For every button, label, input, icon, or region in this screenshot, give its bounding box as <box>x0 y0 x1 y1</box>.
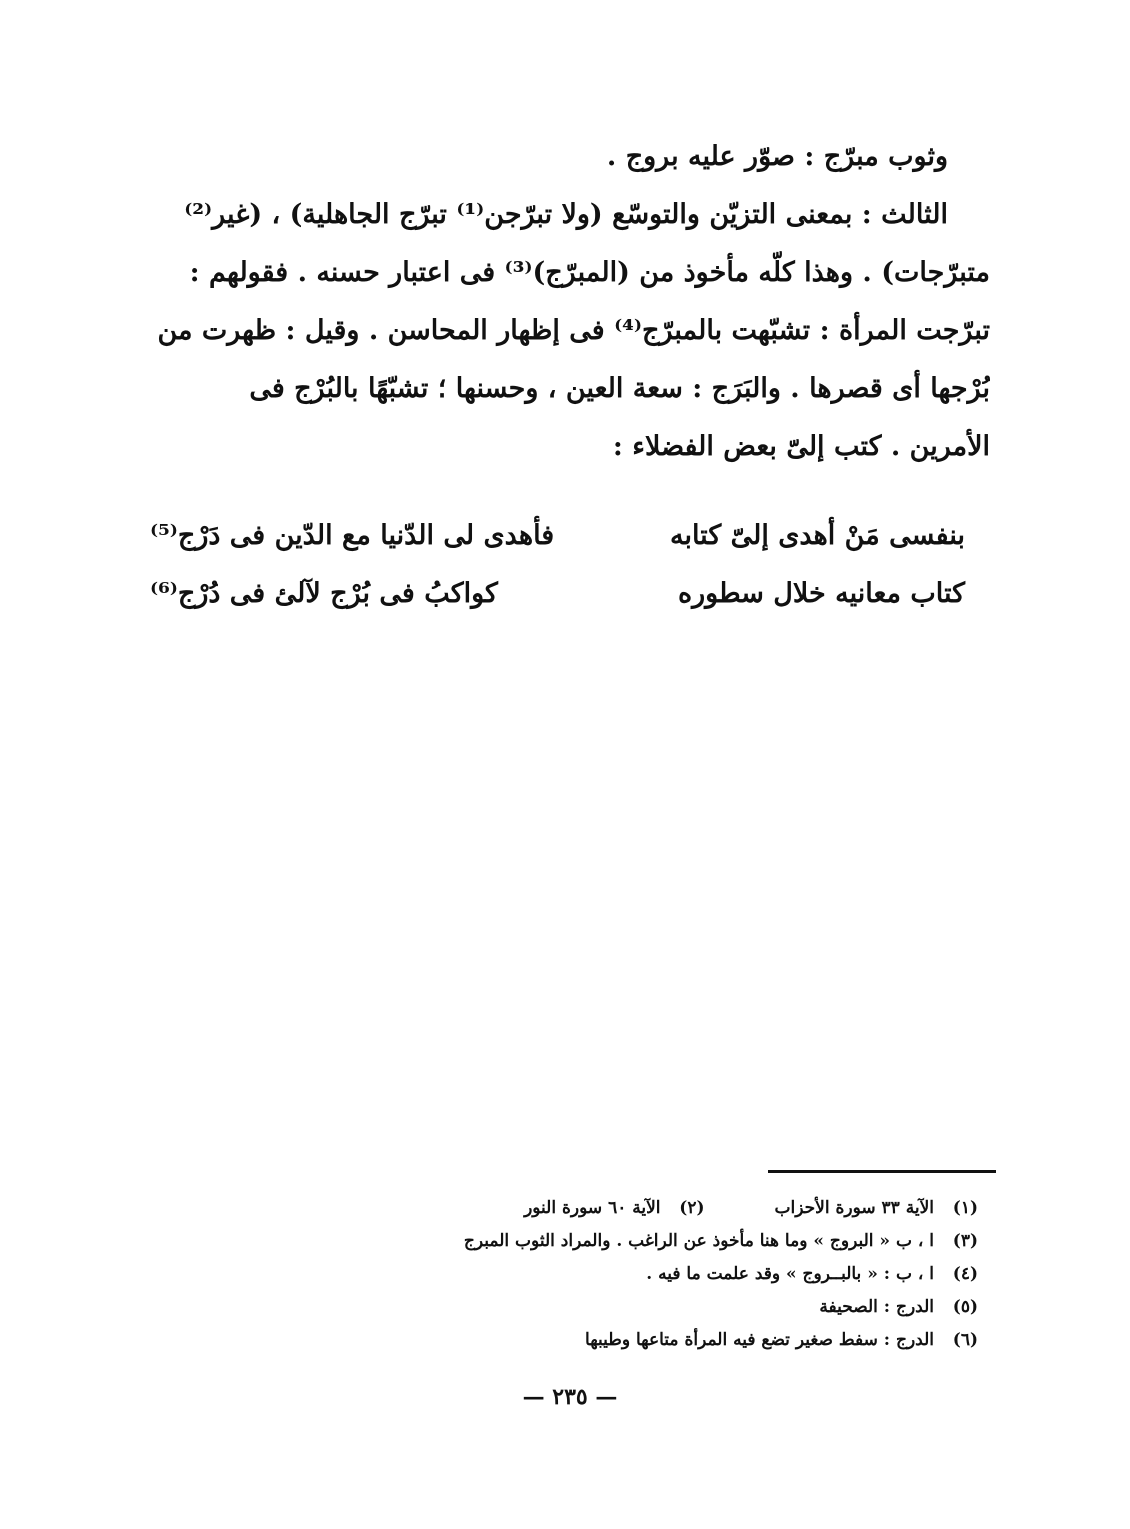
text-line-6: الأمرين . كتب إلىّ بعض الفضلاء : <box>612 431 990 462</box>
footnote-line-1-2 <box>278 1192 978 1225</box>
text-line-4: تبرّجت المرأة : تشبّهت بالمبرّج⁽⁴⁾ فى إظهار المحاسن . وقيل : ظهرت من <box>157 315 990 346</box>
footnote-1-text: الآية ٣٣ سورة الأحزاب <box>774 1198 934 1218</box>
text-line-5: بُرْجها أى قصرها . والبَرَج : سعة العين ، وحسنها ؛ تشبّهًا بالبُرْج فى <box>249 373 990 404</box>
text-line-1: وثوب مبرّج : صوّر عليه بروج . <box>606 141 948 172</box>
main-text-block <box>145 128 990 476</box>
verse-2-second-hemistich: كواكبُ فى بُرْج لآلئ فى دُرْج⁽⁶⁾ <box>150 578 498 609</box>
footnote-6-text: الدرج : سفط صغير تضع فيه المرأة متاعها وطيبها <box>585 1330 934 1350</box>
footnote-line-3 <box>278 1225 978 1258</box>
footnote-3-number: (٣) <box>952 1231 978 1251</box>
footnote-line-5 <box>278 1291 978 1324</box>
footnote-5-number: (٥) <box>952 1297 978 1317</box>
footnote-3-text: ا ، ب « البروج » وما هنا مأخوذ عن الراغب . والمراد الثوب المبرج <box>463 1231 934 1251</box>
page-number: — ٢٣٥ — <box>522 1384 618 1410</box>
text-line-3: متبرّجات) . وهذا كلّه مأخوذ من (المبرّج)⁽³⁾ فى اعتبار حسنه . فقولهم : <box>189 257 990 288</box>
poem-verse-2 <box>150 566 965 622</box>
footnote-divider <box>768 1170 996 1173</box>
footnote-line-4 <box>278 1258 978 1291</box>
footnote-4-number: (٤) <box>952 1264 978 1284</box>
verse-2-first-hemistich: كتاب معانيه خلال سطوره <box>677 578 965 609</box>
footnotes-block <box>278 1192 978 1357</box>
footnote-2-number: (٢) <box>679 1198 705 1218</box>
footnote-2-text: الآية ٦٠ سورة النور <box>524 1198 661 1218</box>
verse-1-first-hemistich: بنفسى مَنْ أهدى إلىّ كتابه <box>669 520 965 551</box>
footnote-1-number: (١) <box>952 1198 978 1218</box>
text-line-2: الثالث : بمعنى التزيّن والتوسّع (ولا تبرّجن⁽¹⁾ تبرّج الجاهلية) ، (غير⁽²⁾ <box>184 199 948 230</box>
verse-1-second-hemistich: فأهدى لى الدّنيا مع الدّين فى دَرْج⁽⁵⁾ <box>150 520 555 551</box>
footnote-6-number: (٦) <box>952 1330 978 1350</box>
footnote-4-text: ا ، ب : « بالبــروج » وقد علمت ما فيه . <box>646 1264 934 1284</box>
footnote-5-text: الدرج : الصحيفة <box>819 1297 934 1317</box>
footnote-line-6 <box>278 1324 978 1357</box>
poem-verse-1 <box>150 508 965 564</box>
